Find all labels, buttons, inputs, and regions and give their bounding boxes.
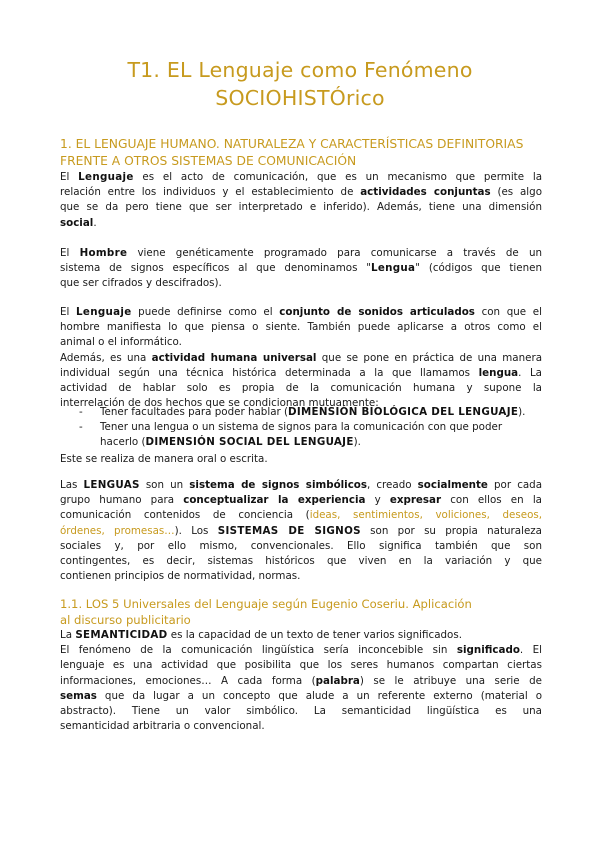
term-lengua: Lengua [370,262,416,275]
term-sistemas-signos: SISTEMAS DE SIGNOS [217,524,361,537]
term-semanticidad: SEMANTICIDAD [75,629,168,641]
term-actividades-conjuntas: actividades conjuntas [360,186,491,199]
list-item: - Tener una lengua o un sistema de signos para la comunicación con que poder hacerlo (DIMENSIÓN SOCIAL DEL LENGUAJE). [79,421,503,449]
term-dimension-biologica: DIMENSIÓN BIOLÓGICA DEL LENGUAJE [288,406,519,418]
section11-heading-line1: 1.1. LOS 5 Universales del Lenguaje según Eugenio Coseriu. Aplicación [60,597,472,611]
list-item: - Tener facultades para poder hablar (DIMENSIÓN BIOLÓGICA DEL LENGUAJE). [79,406,526,418]
term-palabra: palabra [315,674,360,687]
term-hombre: Hombre [79,247,128,259]
term-lenguas: LENGUAS [83,479,140,491]
section11-heading-line2: al discurso publicitario [60,612,191,627]
section1-paragraph-1: El Lenguaje es el acto de comunicación, que es un mecanismo que permite la relación entre los individuos y el establecimiento de actividades conjuntas (es algo que se da pero tiene que ser interpretado e inferido). Además, tiene una dimensión social. [60,171,543,229]
section11-heading [60,597,546,628]
term-social: social [60,216,94,229]
term-sistema-signos: sistema de signos simbólicos [189,479,368,491]
term-socialmente: socialmente [417,479,488,491]
section1-paragraph-5: Las LENGUAS son un sistema de signos simbólicos, creado socialmente por cada grupo humano para conceptualizar la experiencia y expresar con ellos en la comunicación contenidos de conciencia (ideas, sentimientos, voliciones, deseos, órdenes, promesas…). Los SISTEMAS DE SIGNOS son por su propia naturaleza sociales y, por ello mismo, convencionales. Ello significa también que son contingentes, es decir, sistemas históricos que viven en la variación y que contienen principios de normatividad, normas. [60,479,543,583]
term-conjunto-sonidos: conjunto de sonidos articulados [279,306,475,318]
term-significado: significado [456,644,520,657]
section1-heading [60,136,550,170]
term-semas: semas [60,689,97,702]
section11-paragraph-1: La SEMANTICIDAD es la capacidad de un texto de tener varios significados. El fenómeno de la comunicación lingüística sería inconcebible sin significado. El lenguaje es una actividad que posibilita que los seres humanos compartan ciertas informaciones, emociones… A cada forma (palabra) se le atribuye una serie de semas que da lugar a un concepto que alude a un referente externo (material o abstracto). Tiene un valor simbólico. La semanticidad lingüística es una semanticidad arbitraria o convencional. [60,629,542,733]
term-conceptualizar: conceptualizar la experiencia [183,494,366,507]
document-title-line1: T1. EL Lenguaje como Fenómeno [127,58,473,82]
term-actividad-universal: actividad humana universal [151,351,317,364]
section1-heading-line1: 1. EL LENGUAJE HUMANO. NATURALEZA Y CARACTERÍSTICAS DEFINITORIAS [60,137,524,151]
dimensions-list [79,405,542,451]
section1-heading-line2: FRENTE A OTROS SISTEMAS DE COMUNICACIÓN [60,154,357,168]
term-lenguaje: Lenguaje [78,171,134,183]
section1-paragraph-4: Este se realiza de manera oral o escrita. [60,453,268,465]
term-lengua-bold: lengua [478,366,519,379]
examples-text-2: órdenes, promesas… [60,524,175,537]
document-title-line2: SOCIOHISTÓrico [215,86,385,110]
examples-text: ideas, sentimientos, voliciones, deseos, [309,509,543,522]
term-lenguaje-2: Lenguaje [76,306,132,318]
term-expresar: expresar [389,494,442,507]
term-dimension-social: DIMENSIÓN SOCIAL DEL LENGUAJE [145,436,354,449]
section1-paragraph-2: El Hombre viene genéticamente programado para comunicarse a través de un sistema de signos específicos al que denominamos "Lengua" (códigos que tienen que ser cifrados y descifrados). [60,247,542,290]
section1-paragraph-3: El Lenguaje puede definirse como el conjunto de sonidos articulados con que el hombre manifiesta lo que piensa o siente. También puede aplicarse a otros como el animal o el informático. Además, es una actividad humana universal que se pone en práctica de una manera individual según una técnica histórica determinada a la que llamamos lengua. La actividad de hablar solo es propia de la comunicación humana y supone la interrelación de dos hechos que se condicionan mutuamente: [60,306,543,410]
